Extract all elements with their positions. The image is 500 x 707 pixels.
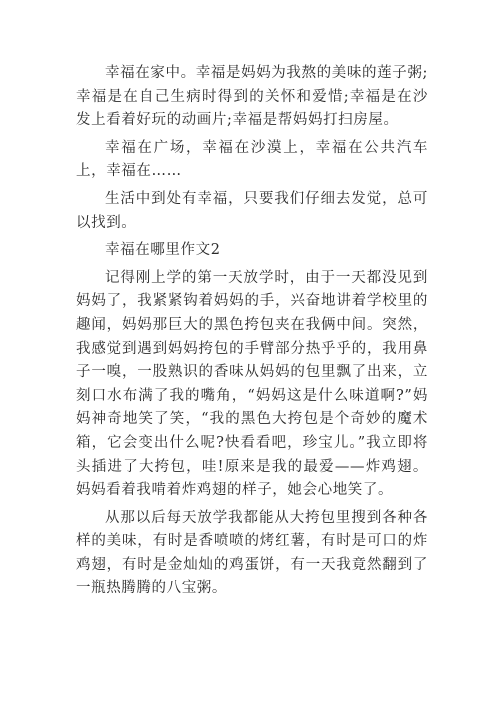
paragraph-home-happiness: 幸福在家中。幸福是妈妈为我熬的美味的莲子粥;幸福是在自己生病时得到的关怀和爱惜;幸福是在沙发上看着好玩的动画片;幸福是帮妈妈打扫房屋。 <box>76 65 428 129</box>
document-body <box>76 62 428 605</box>
paragraph-after-school-treats: 从那以后每天放学我都能从大挎包里搜到各种各样的美味，有时是香喷喷的烤红薯，有时是可口的炸鸡翅，有时是金灿灿的鸡蛋饼，有一天我竟然翻到了一瓶热腾腾的八宝粥。 <box>76 509 428 597</box>
paragraph-first-school-day: 记得刚上学的第一天放学时，由于一天都没见到妈妈了，我紧紧钩着妈妈的手，兴奋地讲着学校里的趣闻，妈妈那巨大的黑色挎包夹在我俩中间。突然，我感觉到遇到妈妈挎包的手臂部分热乎乎的，我用鼻子一嗅，一股熟识的香味从妈妈的包里飘了出来，立刻口水布满了我的嘴角，“妈妈这是什么味道啊?”妈妈神奇地笑了笑，“我的黑色大挎包是个奇妙的魔术箱，它会变出什么呢?快看看吧，珍宝儿。”我立即将头插进了大挎包，哇!原来是我的最爱——炸鸡翅。妈妈看着我啃着炸鸡翅的样子，她会心地笑了。 <box>76 269 428 499</box>
paragraph-find-happiness: 生活中到处有幸福，只要我们仔细去发觉，总可以找到。 <box>76 190 428 231</box>
essay-heading: 幸福在哪里作文2 <box>105 242 221 259</box>
paragraph-places-happiness: 幸福在广场，幸福在沙漠上，幸福在公共汽车上，幸福在…… <box>76 139 428 180</box>
